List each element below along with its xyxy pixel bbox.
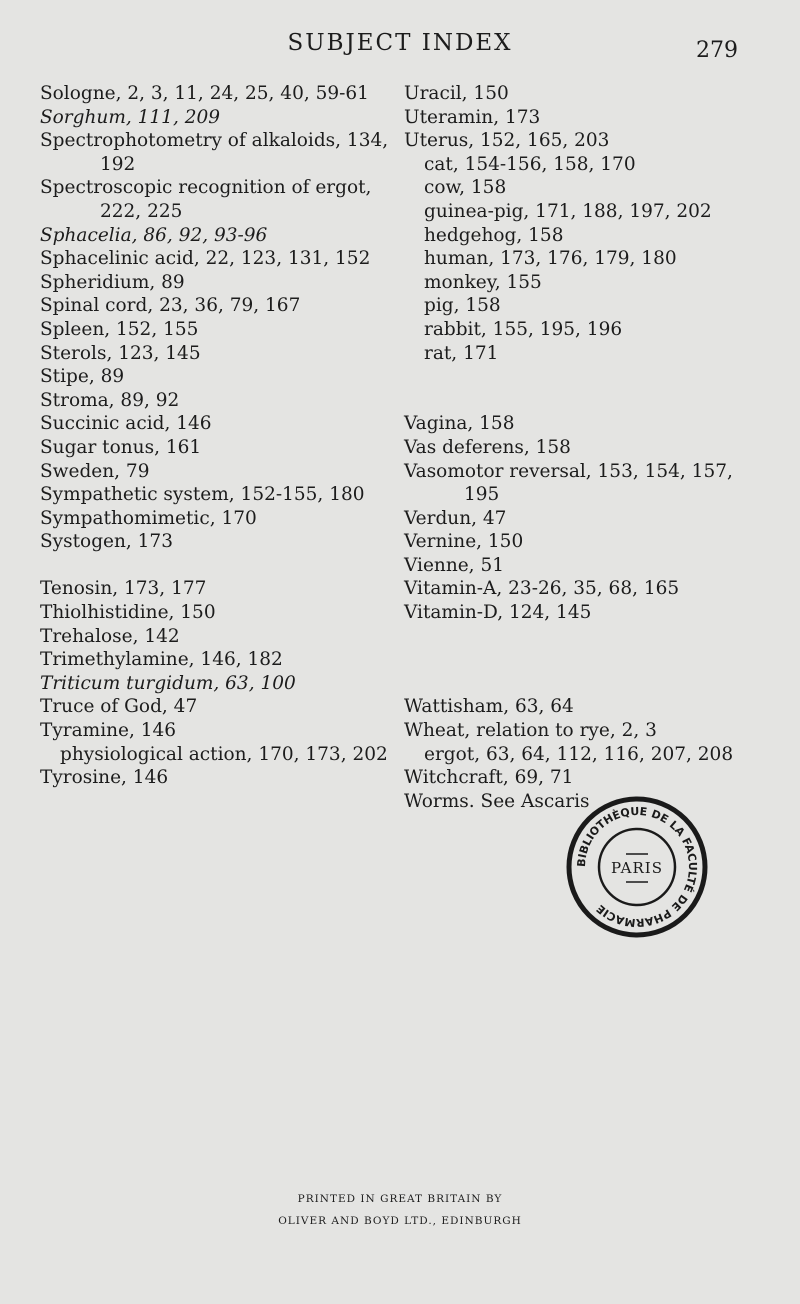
index-entry: Spheridium, 89 — [40, 271, 185, 293]
index-subentry: guinea-pig, 171, 188, 197, 202 — [424, 200, 712, 222]
index-subentry: rat, 171 — [424, 342, 499, 364]
index-entry: Sweden, 79 — [40, 460, 150, 482]
index-entry-continuation: 192 — [100, 153, 136, 175]
index-entry: Spinal cord, 23, 36, 79, 167 — [40, 295, 301, 317]
index-entry: Verdun, 47 — [404, 507, 507, 529]
index-entry: Tenosin, 173, 177 — [40, 578, 207, 600]
index-subentry: hedgehog, 158 — [424, 224, 564, 246]
index-column-right — [404, 82, 756, 813]
index-entry: Stipe, 89 — [40, 366, 125, 388]
index-entry: Sympathomimetic, 170 — [40, 507, 257, 529]
index-entry: Sphacelinic acid, 22, 123, 131, 152 — [40, 248, 371, 270]
index-entry: Vasomotor reversal, 153, 154, 157, — [404, 460, 733, 482]
index-entry: Stroma, 89, 92 — [40, 389, 180, 411]
section-gap — [40, 554, 392, 578]
index-subentry: pig, 158 — [424, 295, 501, 317]
stamp-ring-text: BIBLIOTHÈQUE DE LA FACULTÉ DE PHARMACIE — [574, 804, 700, 930]
index-entry: Vitamin-A, 23-26, 35, 68, 165 — [404, 578, 680, 600]
index-entry: Uteramin, 173 — [404, 106, 541, 128]
index-entry: Trehalose, 142 — [40, 625, 180, 647]
section-gap — [404, 672, 756, 696]
printer-imprint — [0, 1188, 800, 1232]
index-entry: Spectrophotometry of alkaloids, 134, — [40, 130, 389, 152]
index-entry-continuation: 222, 225 — [100, 200, 183, 222]
section-gap — [404, 648, 756, 672]
index-entry: Vienne, 51 — [404, 554, 504, 576]
index-entry: Wattisham, 63, 64 — [404, 696, 574, 718]
index-subentry: rabbit, 155, 195, 196 — [424, 318, 623, 340]
index-entry: Wheat, relation to rye, 2, 3 — [404, 720, 657, 742]
page-number: 279 — [696, 38, 738, 63]
imprint-line: PRINTED IN GREAT BRITAIN BY — [297, 1193, 503, 1205]
index-entry: Sphacelia, 86, 92, 93-96 — [40, 224, 268, 246]
index-entry: Tyrosine, 146 — [40, 767, 169, 789]
index-entry: Sterols, 123, 145 — [40, 342, 201, 364]
index-entry: Sympathetic system, 152-155, 180 — [40, 484, 365, 506]
index-column-left — [40, 82, 392, 790]
index-entry: Uterus, 152, 165, 203 — [404, 130, 610, 152]
index-subentry: cat, 154-156, 158, 170 — [424, 153, 636, 175]
imprint-line: OLIVER AND BOYD LTD., EDINBURGH — [278, 1215, 522, 1227]
index-subentry: human, 173, 176, 179, 180 — [424, 248, 677, 270]
page-title: SUBJECT INDEX — [287, 30, 513, 56]
index-entry-continuation: 195 — [464, 484, 500, 506]
index-subentry: physiological action, 170, 173, 202 — [60, 743, 388, 765]
index-subentry: cow, 158 — [424, 177, 507, 199]
section-gap — [404, 625, 756, 649]
index-entry: Triticum turgidum, 63, 100 — [40, 672, 296, 694]
index-entry: Truce of God, 47 — [40, 696, 198, 718]
index-entry: Vitamin-D, 124, 145 — [404, 602, 592, 624]
index-entry: Worms. See Ascaris — [404, 790, 590, 812]
stamp-center-text: PARIS — [610, 859, 664, 877]
index-entry: Spectroscopic recognition of ergot, — [40, 177, 372, 199]
index-entry: Thiolhistidine, 150 — [40, 602, 216, 624]
index-entry: Vagina, 158 — [404, 413, 515, 435]
index-entry: Witchcraft, 69, 71 — [404, 767, 574, 789]
index-entry: Systogen, 173 — [40, 531, 173, 553]
section-gap — [404, 365, 756, 389]
index-subentry: ergot, 63, 64, 112, 116, 207, 208 — [424, 743, 734, 765]
library-stamp — [566, 796, 708, 938]
index-subentry: monkey, 155 — [424, 271, 542, 293]
index-entry: Vas deferens, 158 — [404, 436, 571, 458]
index-entry: Spleen, 152, 155 — [40, 318, 199, 340]
section-gap — [404, 389, 756, 413]
index-entry: Succinic acid, 146 — [40, 413, 212, 435]
index-entry: Sugar tonus, 161 — [40, 436, 202, 458]
index-entry: Vernine, 150 — [404, 531, 524, 553]
index-entry: Sologne, 2, 3, 11, 24, 25, 40, 59-61 — [40, 83, 369, 104]
index-entry: Trimethylamine, 146, 182 — [40, 649, 283, 671]
index-entry: Tyramine, 146 — [40, 720, 177, 742]
index-entry: Uracil, 150 — [404, 83, 509, 104]
index-entry: Sorghum, 111, 209 — [40, 106, 221, 128]
